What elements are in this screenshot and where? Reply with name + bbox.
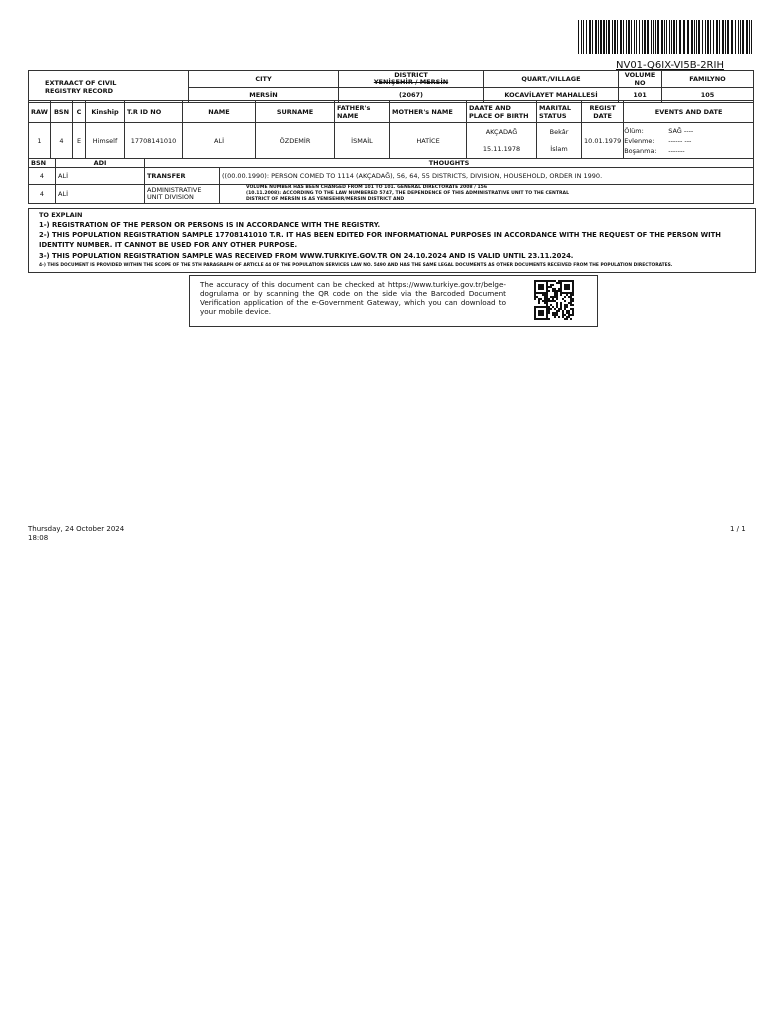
cell-regist: 10.01.1979 — [582, 123, 624, 159]
col-regist: REGIST DATE — [582, 101, 624, 123]
document-title: EXTRAACT OF CIVIL REGISTRY RECORD — [29, 71, 189, 103]
barcode-bar — [586, 20, 587, 54]
barcode-bar — [661, 20, 663, 54]
barcode-bar — [642, 20, 643, 54]
barcode-bar — [713, 20, 714, 54]
footer-page: 1 / 1 — [730, 525, 746, 533]
cell-mother: HATİCE — [390, 123, 467, 159]
family-label: FAMILYNO — [662, 71, 754, 88]
barcode-bar — [751, 20, 752, 54]
explain-line-4: 4-) THIS DOCUMENT IS PROVIDED WITHIN THE SCOPE OF THE 5TH PARAGRAPH OF ARTICLE 44 OF THE POPULATION SERVICES LAW NO. 5490 AND HAS THE SAME LEGAL DOCUMENTS AS OTHER DOCUMENTS RECEIVED FROM THE POPULATION DIRECTORATES. — [39, 263, 673, 268]
verification-box — [189, 275, 598, 327]
barcode-bar — [742, 20, 744, 54]
thought-row1-text: ((00.00.1990): PERSON COMED TO 1114 (AKÇADAĞ), 56, 64, 55 DISTRICTS, DIVISION, HOUSEHOLD, ORDER IN 1990. — [220, 168, 754, 185]
barcode-bar — [589, 20, 591, 54]
barcode-bar — [722, 20, 724, 54]
thought-row1-adi: ALİ — [56, 168, 145, 185]
barcode-bar — [683, 20, 685, 54]
qr-module — [572, 318, 574, 320]
barcode-bar — [696, 20, 697, 54]
col-trid: T.R ID NO — [125, 101, 183, 123]
barcode-bar — [608, 20, 610, 54]
barcode-bar — [583, 20, 584, 54]
barcode-bar — [687, 20, 689, 54]
col-bsn: BSN — [51, 101, 73, 123]
barcode-bar — [702, 20, 703, 54]
barcode-bar — [673, 20, 675, 54]
cell-name: ALİ — [183, 123, 256, 159]
person-table — [28, 100, 754, 159]
city-value: MERSİN — [189, 88, 339, 103]
cell-marital: Bekâr İslam — [537, 123, 582, 159]
district-label: DISTRICT YENİŞEHİR / MERSİN — [339, 71, 484, 88]
barcode-bar — [578, 20, 579, 54]
barcode-bar — [653, 20, 654, 54]
barcode-bar — [740, 20, 741, 54]
barcode-bar — [719, 20, 720, 54]
barcode-bar — [738, 20, 739, 54]
family-value: 105 — [662, 88, 754, 103]
col-surname: SURNAME — [256, 101, 335, 123]
col-kinship: Kinship — [86, 101, 125, 123]
thoughts-bsn-label: BSN — [29, 159, 56, 168]
thought-row2-adi: ALİ — [56, 185, 145, 204]
col-name: NAME — [183, 101, 256, 123]
col-birth: DAATE AND PLACE OF BIRTH — [467, 101, 537, 123]
barcode-bar — [651, 20, 652, 54]
barcode-bar — [623, 20, 624, 54]
barcode-bar — [666, 20, 667, 54]
city-label: CITY — [189, 71, 339, 88]
barcode-bar — [617, 20, 618, 54]
thought-row2-type: ADMINISTRATIVE UNIT DIVISION — [145, 185, 220, 204]
barcode-bar — [606, 20, 607, 54]
quarter-value: KOCAVİLAYET MAHALLESİ — [484, 88, 619, 103]
thoughts-table — [28, 158, 754, 204]
barcode-bar — [592, 20, 593, 54]
district-code: (2067) — [339, 88, 484, 103]
explain-line-3: 3-) THIS POPULATION REGISTRATION SAMPLE WAS RECEIVED FROM WWW.TURKIYE.GOV.TR ON 24.10.2024 AND IS VALID UNTIL 23.11.2024. — [39, 252, 574, 260]
thought-row2-text: VOLUME NUMBER HAS BEEN CHANGED FROM 101 TO 101. GENERAL DIRECTORATE 2008 / 156 (10.11.2008): ACCORDING TO THE LAW NUMBERED 5747, THE DEPENDENCE OF THIS ADMINISTRATIVE UNIT TO THE CENTRAL DISTRICT OF MERSİN IS AS YENISEHIR/MERSIN DISTRICT AND — [220, 185, 754, 204]
thought-row2-bsn: 4 — [29, 185, 56, 204]
barcode-bar — [749, 20, 750, 54]
col-father: FATHER's NAME — [335, 101, 390, 123]
thoughts-adi-label: ADI — [56, 159, 145, 168]
thought-row1-bsn: 4 — [29, 168, 56, 185]
col-raw: RAW — [29, 101, 51, 123]
cell-surname: ÖZDEMİR — [256, 123, 335, 159]
registry-header-table — [28, 70, 754, 103]
barcode-bar — [614, 20, 616, 54]
barcode-bar — [657, 20, 659, 54]
cell-raw: 1 — [29, 123, 51, 159]
barcode-bar — [603, 20, 605, 54]
explanation-box — [28, 208, 756, 273]
footer-date: Thursday, 24 October 2024 — [28, 525, 125, 533]
explain-title: TO EXPLAIN — [39, 211, 83, 219]
barcode-bar — [710, 20, 711, 54]
barcode-bar — [746, 20, 748, 54]
barcode-bar — [612, 20, 613, 54]
explain-line-2: 2-) THIS POPULATION REGISTRATION SAMPLE 17708141010 T.R. IT HAS BEEN EDITED FOR INFORMATIONAL PURPOSES IN ACCORDANCE WITH THE REQUEST OF THE PERSON WITH — [39, 231, 721, 239]
barcode-bar — [634, 20, 635, 54]
barcode-bar — [676, 20, 677, 54]
barcode-bar — [679, 20, 681, 54]
quarter-label: QUART./VILLAGE — [484, 71, 619, 88]
barcode-bar — [735, 20, 736, 54]
cell-kinship: Himself — [86, 123, 125, 159]
barcode-bar — [727, 20, 729, 54]
barcode-bar — [655, 20, 656, 54]
barcode-bar — [694, 20, 695, 54]
barcode-bar — [639, 20, 640, 54]
barcode-bar — [626, 20, 627, 54]
qr-code[interactable] — [534, 280, 574, 320]
barcode-bar — [631, 20, 632, 54]
barcode-bar — [598, 20, 599, 54]
barcode-bar — [716, 20, 718, 54]
col-c: C — [73, 101, 86, 123]
cell-events: Ölüm: SAĞ ---- Evlenme: ------ --- Boşanma: ------- — [624, 123, 754, 159]
barcode-bar — [725, 20, 726, 54]
barcode-bar — [691, 20, 693, 54]
barcode — [578, 20, 754, 54]
footer-time: 18:08 — [28, 534, 49, 542]
col-marital: MARITAL STATUS — [537, 101, 582, 123]
volume-label: VOLUME NO — [619, 71, 662, 88]
barcode-bar — [731, 20, 733, 54]
barcode-bar — [581, 20, 582, 54]
barcode-bar — [636, 20, 637, 54]
barcode-bar — [671, 20, 672, 54]
explain-line-2b: IDENTITY NUMBER. IT CANNOT BE USED FOR ANY OTHER PURPOSE. — [39, 241, 298, 249]
barcode-bar — [669, 20, 670, 54]
barcode-bar — [600, 20, 602, 54]
document-number: NV01-Q6IX-VI5B-2RIH — [616, 60, 724, 71]
barcode-bar — [707, 20, 709, 54]
barcode-bar — [664, 20, 665, 54]
barcode-bar — [620, 20, 622, 54]
barcode-bar — [698, 20, 700, 54]
col-events: EVENTS AND DATE — [624, 101, 754, 123]
col-mother: MOTHER's NAME — [390, 101, 467, 123]
volume-value: 101 — [619, 88, 662, 103]
barcode-bar — [628, 20, 630, 54]
cell-birth: AKÇADAĞ 15.11.1978 — [467, 123, 537, 159]
barcode-bar — [644, 20, 646, 54]
explain-line-1: 1-) REGISTRATION OF THE PERSON OR PERSONS IS IN ACCORDANCE WITH THE REGISTRY. — [39, 221, 381, 229]
verification-text: The accuracy of this document can be checked at https://www.turkiye.gov.tr/belge-dogrulama or by scanning the QR code on the side via the Barcoded Document Verification application of the e-Government Gateway, which you can download to your mobile device. — [200, 280, 506, 316]
cell-c: E — [73, 123, 86, 159]
barcode-bar — [595, 20, 597, 54]
barcode-bar — [705, 20, 706, 54]
barcode-bar — [647, 20, 649, 54]
cell-bsn: 4 — [51, 123, 73, 159]
cell-trid: 17708141010 — [125, 123, 183, 159]
thoughts-label: THOUGHTS — [145, 159, 754, 168]
thought-row1-type: TRANSFER — [145, 168, 220, 185]
cell-father: İSMAİL — [335, 123, 390, 159]
